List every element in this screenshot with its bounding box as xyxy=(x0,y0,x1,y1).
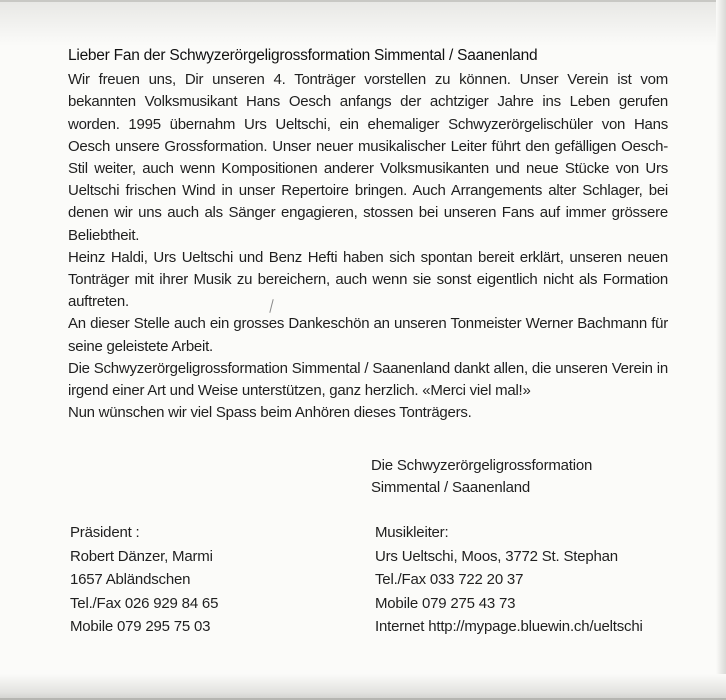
top-scan-shadow xyxy=(0,0,726,46)
letter-paragraph-thanks-supporters: Die Schwyzerörgeligrossformation Simmental / Saanenland dankt allen, die unseren Verein in irgend einer Art und Weise unterstützen, ganz herzlich. «Merci viel mal!» xyxy=(68,359,668,400)
president-mobile: Mobile 079 295 75 03 xyxy=(70,618,211,636)
music-director-mobile: Mobile 079 275 43 73 xyxy=(375,594,516,612)
letter-paragraph-closing: Nun wünschen wir viel Spass beim Anhören dieses Tonträgers. xyxy=(68,404,472,422)
music-director-internet: Internet http://mypage.bluewin.ch/ueltschi xyxy=(375,618,643,636)
right-scan-shadow xyxy=(716,0,726,700)
letter-greeting: Lieber Fan der Schwyzerörgeligrossformation Simmental / Saanenland xyxy=(68,47,538,64)
music-director-title: Musikleiter: xyxy=(375,524,449,541)
letter-paragraph-guests: Heinz Haldi, Urs Ueltschi und Benz Hefti haben sich spontan bereit erklärt, unseren neuen Tonträger mit ihrer Musik zu bereichern, auch wenn sie sonst eigentlich nicht als Formation auftreten. xyxy=(68,248,668,311)
letter-body xyxy=(68,45,668,424)
signature-line-2: Simmental / Saanenland xyxy=(371,479,531,496)
president-phone: Tel./Fax 026 929 84 65 xyxy=(70,594,219,612)
letter-paragraph-intro: Wir freuen uns, Dir unseren 4. Tonträger vorstellen zu können. Unser Verein ist vom bekannten Volksmusikant Hans Oesch anfangs der achtziger Jahre ins Leben gerufen worden. 1995 übernahm Urs Ueltschi, ein ehemaliger Schwyzerörgelischüler von Hans Oesch unsere Grossformation. Unser neuer musikalischer Leiter führt den gefälligen Oesch-Stil weiter, auch wenn Kompositionen anderer Volksmusikanten und neue Stücke von Urs Ueltschi frischen Wind in unser Repertoire bringen. Auch Arrangements alter Schlager, bei denen wir uns auch als Sänger engagieren, stossen bei unseren Fans auf immer grössere Beliebtheit. xyxy=(68,71,668,244)
letter-paragraph-thanks-engineer: An dieser Stelle auch ein grosses Dankeschön an unseren Tonmeister Werner Bachmann für seine geleistete Arbeit. xyxy=(68,315,668,355)
signature-line-1: Die Schwyzerörgeligrossformation xyxy=(371,457,593,474)
president-address: 1657 Abländschen xyxy=(70,571,191,589)
signature-block xyxy=(371,455,592,499)
music-director-phone: Tel./Fax 033 722 20 37 xyxy=(375,571,524,589)
president-title: Präsident : xyxy=(70,524,140,541)
president-contact xyxy=(70,521,218,639)
music-director-contact xyxy=(375,521,643,639)
music-director-name: Urs Ueltschi, Moos, 3772 St. Stephan xyxy=(375,547,618,565)
bottom-scan-shadow xyxy=(0,674,726,700)
president-name: Robert Dänzer, Marmi xyxy=(70,547,213,565)
top-scan-border xyxy=(0,0,726,2)
